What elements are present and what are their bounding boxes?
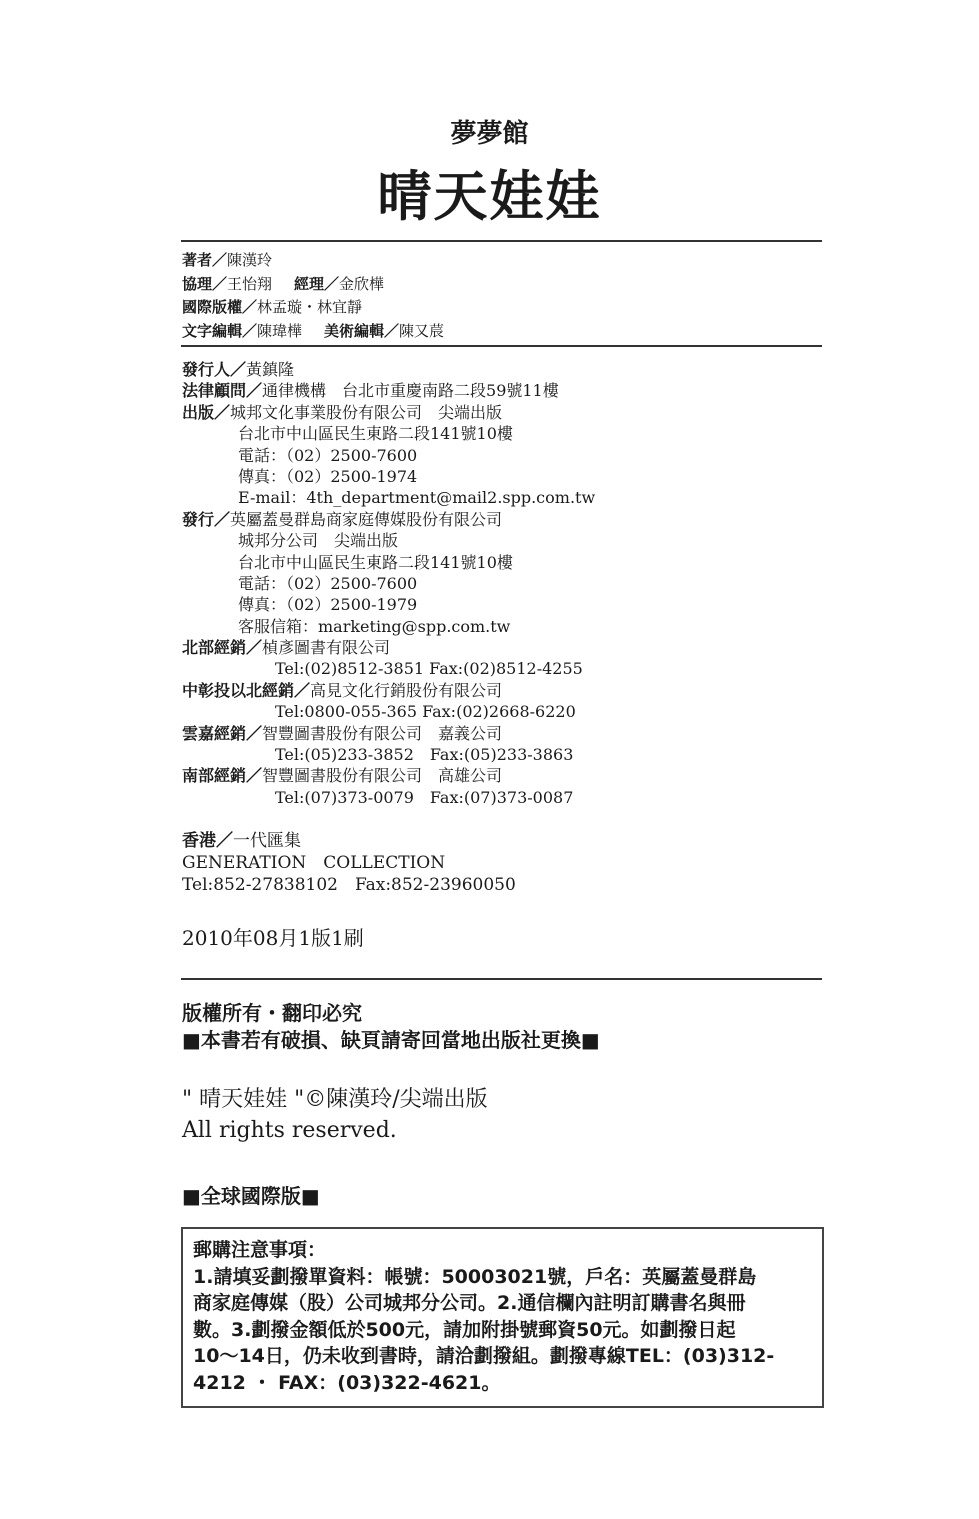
rights-block [182,1000,600,1054]
publisher-label: 發行人／ [182,360,247,379]
distribution-phone: 電話：（02）2500-7600 [238,573,418,593]
divider-credits [181,345,822,347]
press-email: E-mail：4th_department@mail2.spp.com.tw [238,488,596,508]
series-name: 夢夢館 [450,119,529,149]
central-dealer-name: 高見文化行銷股份有限公司 [310,680,503,700]
yunjia-dealer-row [182,723,595,744]
yunjia-dealer-contact: Tel:(05)233-3852 Fax:(05)233-3863 [275,745,574,765]
south-dealer-row [182,765,595,786]
credit-management-row [182,273,444,297]
notice-line: 數。3.劃撥金額低於500元，請加附掛號郵資50元。如劃撥日起 [193,1318,736,1341]
all-rights-line: All rights reserved. [182,1118,397,1143]
press-label: 出版／ [182,402,231,422]
rights-names: 林孟璇・林宜靜 [257,298,363,316]
hongkong-row [182,830,516,852]
manager-name: 金欣樺 [339,274,385,293]
edition-date: 2010年08月1版1刷 [182,926,364,950]
publishing-block [182,359,595,808]
damage-return-notice: ■本書若有破損、缺頁請寄回當地出版社更換■ [182,1028,600,1052]
north-dealer-name: 楨彥圖書有限公司 [262,638,391,658]
credit-rights-row [182,296,444,320]
author-name: 陳漢玲 [227,251,273,269]
central-dealer-label: 中彰投以北經銷／ [182,680,311,700]
notice-heading: 郵購注意事項： [193,1239,327,1261]
credits-block [182,249,444,343]
distribution-service-email: 客服信箱：marketing@spp.com.tw [238,616,511,636]
art-editor-name: 陳又莀 [399,321,445,340]
copyright-block [182,1084,488,1146]
hongkong-contact: Tel:852-27838102 Fax:852-23960050 [182,875,516,895]
distribution-label: 發行／ [182,509,231,529]
press-value: 城邦文化事業股份有限公司 尖端出版 [230,402,503,422]
manager-label: 經理／ [294,274,340,293]
notice-line: 1.請填妥劃撥單資料：帳號：50003021號，戶名：英屬蓋曼群島 [193,1265,757,1288]
north-dealer-contact: Tel:(02)8512-3851 Fax:(02)8512-4255 [275,659,583,679]
divider-top [181,240,822,242]
legal-label: 法律顧問／ [182,381,263,401]
book-title: 晴天娃娃 [377,165,602,228]
associate-name: 王怡翔 [227,274,273,293]
distribution-address: 台北市中山區民生東路二段141號10樓 [238,552,513,572]
rights-label: 國際版權／ [182,298,258,316]
press-fax: 傳真：（02）2500-1974 [238,466,418,486]
south-dealer-label: 南部經銷／ [182,766,263,786]
north-dealer-row [182,637,595,658]
editor-label: 文字編輯／ [182,321,258,340]
press-phone: 電話：（02）2500-7600 [238,445,418,465]
legal-value: 通律機構 台北市重慶南路二段59號11樓 [262,381,559,401]
notice-line: 商家庭傳媒（股）公司城邦分公司。2.通信欄內註明訂購書名與冊 [193,1292,746,1314]
copyright-line: " 晴天娃娃 "©陳漢玲/尖端出版 [182,1087,488,1112]
yunjia-dealer-name: 智豐圖書股份有限公司 嘉義公司 [262,723,503,743]
publisher-row [182,359,595,380]
legal-row [182,380,595,401]
hongkong-name: 一代匯集 [233,831,301,851]
north-dealer-label: 北部經銷／ [182,638,263,658]
distribution-fax: 傳真：（02）2500-1979 [238,595,418,615]
editor-name: 陳瑋樺 [257,321,303,340]
distribution-row [182,509,595,530]
distribution-value: 英屬蓋曼群島商家庭傳媒股份有限公司 [230,509,503,529]
mail-order-notice-box [181,1227,824,1408]
south-dealer-contact: Tel:(07)373-0079 Fax:(07)373-0087 [275,787,574,807]
credit-author-row [182,249,444,273]
central-dealer-row [182,680,595,701]
press-address: 台北市中山區民生東路二段141號10樓 [238,424,513,444]
publisher-name: 黃鎮隆 [246,360,295,379]
hongkong-label: 香港／ [182,831,233,851]
divider-bottom [181,978,822,980]
associate-label: 協理／ [182,274,228,293]
notice-line: 10～14日，仍未收到書時，請洽劃撥組。劃撥專線TEL：(03)312- [193,1345,775,1367]
global-edition: ■全球國際版■ [182,1184,320,1208]
distribution-branch: 城邦分公司 尖端出版 [238,531,399,551]
author-label: 著者／ [182,251,228,269]
credit-editors-row [182,320,444,344]
art-editor-label: 美術編輯／ [324,321,400,340]
central-dealer-contact: Tel:0800-055-365 Fax:(02)2668-6220 [275,702,576,722]
south-dealer-name: 智豐圖書股份有限公司 高雄公司 [262,766,503,786]
notice-line: 4212 ・ FAX：(03)322-4621。 [193,1371,501,1394]
rights-reserved: 版權所有・翻印必究 [182,1001,362,1025]
press-row [182,402,595,423]
hongkong-english: GENERATION COLLECTION [182,853,446,873]
yunjia-dealer-label: 雲嘉經銷／ [182,723,263,743]
hongkong-block [182,830,516,896]
